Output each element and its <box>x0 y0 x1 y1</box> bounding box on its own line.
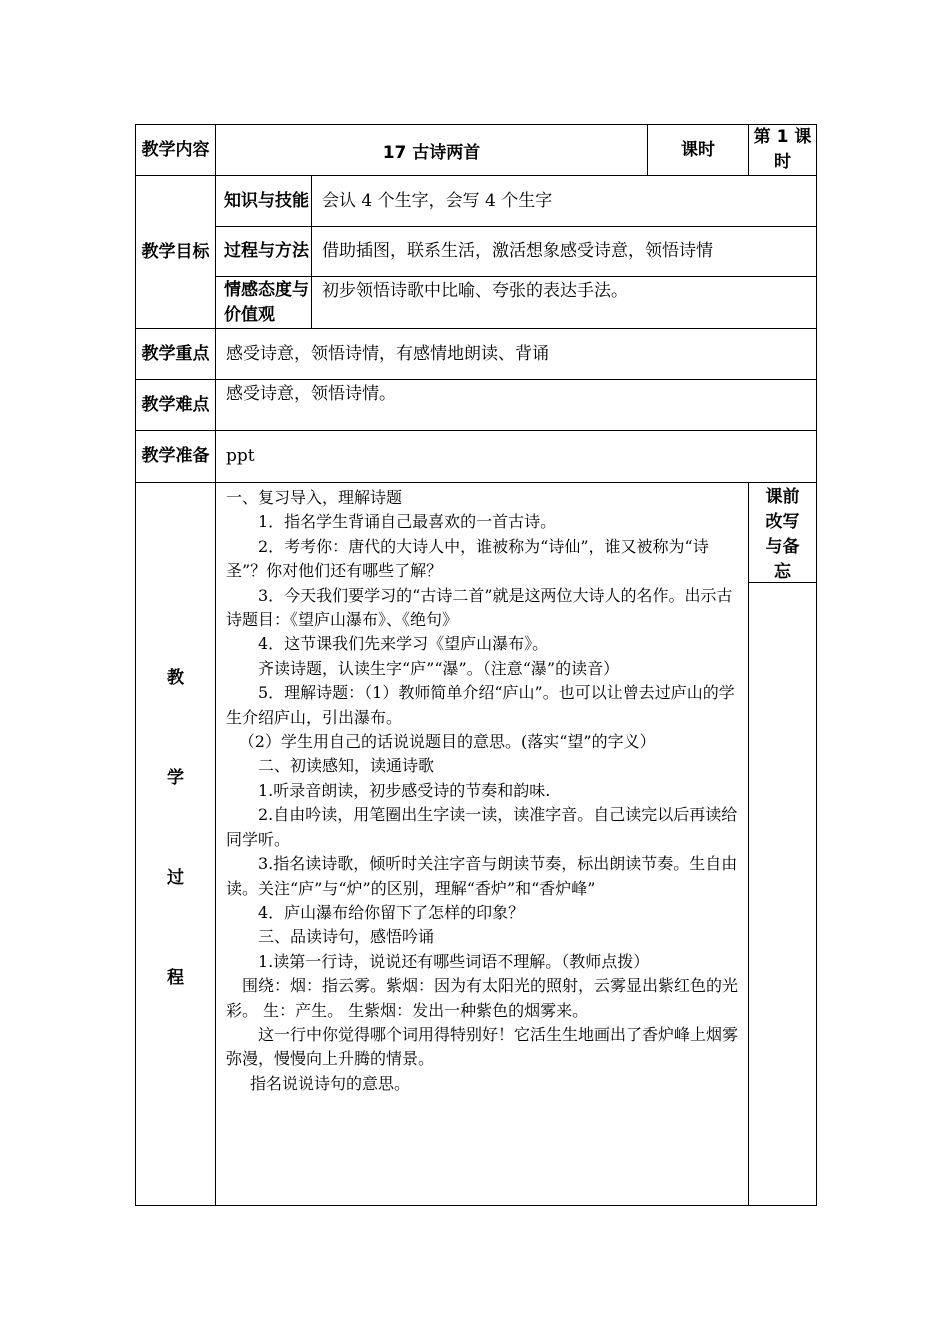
lesson-title: 17 古诗两首 <box>216 125 648 176</box>
preparation-text: ppt <box>216 431 817 483</box>
lesson-plan-table <box>135 124 817 1206</box>
content-label: 教学内容 <box>136 125 216 176</box>
process-label-char: 教 <box>167 668 184 688</box>
key-points-text: 感受诗意，领悟诗情，有感情地朗读、背诵 <box>216 329 817 380</box>
process-paragraph: 3.指名读诗歌，倾听时关注字音与朗读节奏，标出朗读节奏。生自由读。关注“庐”与“炉”的区别，理解“香炉”和“香炉峰” <box>226 854 738 898</box>
objectives-label: 教学目标 <box>136 176 216 329</box>
preparation-label: 教学准备 <box>136 431 216 483</box>
process-paragraph: 指名说说诗句的意思。 <box>250 1073 411 1093</box>
key-points-row <box>136 329 817 380</box>
process-paragraph: 4．这节课我们先来学习《望庐山瀑布》。 <box>258 634 549 654</box>
objective-label: 情感态度与价值观 <box>216 277 312 329</box>
process-body <box>216 483 749 1206</box>
process-paragraph: 三、品读诗句，感悟吟诵 <box>258 927 435 947</box>
difficulties-label: 教学难点 <box>136 380 216 431</box>
process-label-char: 程 <box>167 968 184 988</box>
key-points-label: 教学重点 <box>136 329 216 380</box>
process-row <box>136 483 817 1206</box>
process-paragraph: 5．理解诗题：（1）教师简单介绍“庐山”。也可以让曾去过庐山的学生介绍庐山，引出瀑布。 <box>226 683 735 727</box>
preparation-row <box>136 431 817 483</box>
objective-label: 知识与技能 <box>216 176 312 227</box>
objective-row <box>136 227 817 277</box>
process-paragraph: 1.读第一行诗，说说还有哪些词语不理解。（教师点拨） <box>258 951 650 971</box>
process-paragraph: （2）学生用自己的话说说题目的意思。(落实“望”的字义） <box>238 732 656 752</box>
memo-column <box>749 483 817 1206</box>
difficulties-text: 感受诗意，领悟诗情。 <box>216 380 817 431</box>
objective-row <box>136 176 817 227</box>
process-paragraph: 围绕：烟：指云雾。紫烟：因为有太阳光的照射，云雾显出紫红色的光彩。 生：产生。 生紫烟：发出一种紫色的烟雾来。 <box>226 976 739 1020</box>
process-paragraph: 这一行中你觉得哪个词用得特别好！它活生生地画出了香炉峰上烟雾弥漫，慢慢向上升腾的情景。 <box>226 1024 739 1069</box>
process-paragraph: 4．庐山瀑布给你留下了怎样的印象？ <box>258 902 525 922</box>
objective-text: 会认 4 个生字，会写 4 个生字 <box>312 176 817 227</box>
objective-row <box>136 277 817 329</box>
objective-text: 初步领悟诗歌中比喻、夸张的表达手法。 <box>312 277 817 329</box>
process-paragraph: 2．考考你：唐代的大诗人中，谁被称为“诗仙”，谁又被称为“诗圣”？你对他们还有哪些了解？ <box>226 536 709 581</box>
memo-label: 课前改写与备忘 <box>749 483 816 583</box>
header-row <box>136 125 817 176</box>
process-label-char: 过 <box>167 868 184 888</box>
process-paragraph: 齐读诗题，认读生字“庐”“瀑”。（注意“瀑”的读音） <box>258 658 620 678</box>
process-paragraph: 2.自由吟读，用笔圈出生字读一读，读准字音。自己读完以后再读给同学听。 <box>226 805 738 849</box>
process-label-char: 学 <box>167 768 184 788</box>
process-paragraph: 1．指名学生背诵自己最喜欢的一首古诗。 <box>258 512 557 532</box>
period-value: 第 1 课时 <box>749 125 817 176</box>
objective-text: 借助插图，联系生活，激活想象感受诗意，领悟诗情 <box>312 227 817 277</box>
process-paragraph: 1.听录音朗读，初步感受诗的节奏和韵味. <box>258 780 551 800</box>
process-paragraph: 一、复习导入，理解诗题 <box>226 488 403 507</box>
process-paragraph: 二、初读感知，读通诗歌 <box>258 756 435 776</box>
process-paragraph: 3．今天我们要学习的“古诗二首”就是这两位大诗人的名作。出示古诗题目：《望庐山瀑布》、《绝句》 <box>226 585 733 630</box>
difficulties-row <box>136 380 817 431</box>
process-label <box>136 483 216 1206</box>
objective-label: 过程与方法 <box>216 227 312 277</box>
period-label: 课时 <box>648 125 749 176</box>
